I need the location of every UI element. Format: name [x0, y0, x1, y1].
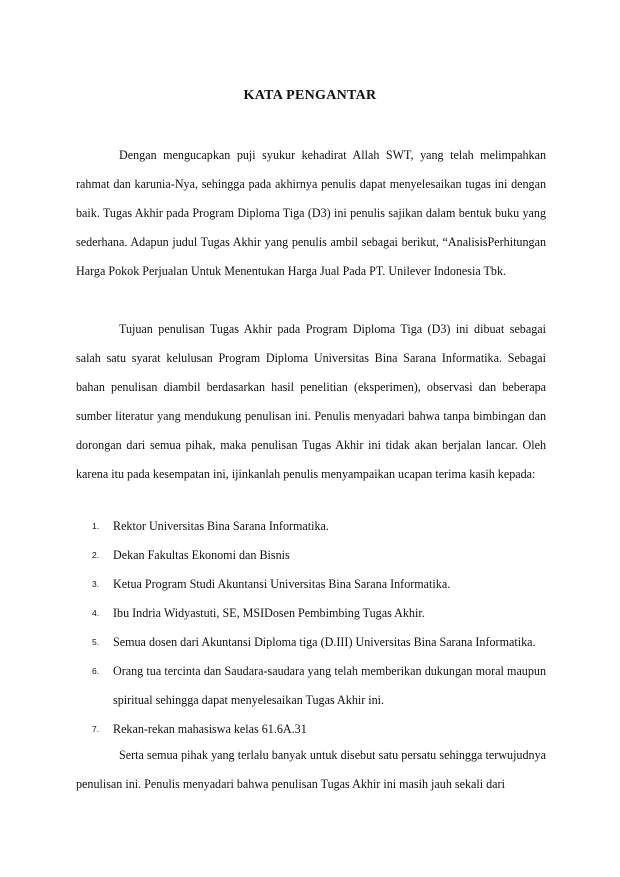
- list-item-text: Rektor Universitas Bina Sarana Informatika.: [113, 519, 329, 533]
- list-item-number: 6.: [92, 666, 100, 676]
- list-item-number: 4.: [92, 608, 100, 618]
- list-item-number: 3.: [92, 579, 100, 589]
- list-item-number: 7.: [92, 724, 100, 734]
- list-item-text: Rekan-rekan mahasiswa kelas 61.6A.31: [113, 722, 307, 736]
- list-item-number: 2.: [92, 550, 100, 560]
- list-item: [76, 657, 546, 715]
- list-item: [76, 599, 546, 628]
- acknowledgement-list: [76, 512, 546, 744]
- list-item: [76, 512, 546, 541]
- paragraph-closing: [76, 741, 546, 799]
- list-item: [76, 570, 546, 599]
- list-item: [76, 541, 546, 570]
- list-item-text: Ibu Indria Widyastuti, SE, MSIDosen Pembimbing Tugas Akhir.: [113, 606, 425, 620]
- list-item-number: 1.: [92, 521, 100, 531]
- list-item-number: 5.: [92, 637, 100, 647]
- paragraph-intro-text: Dengan mengucapkan puji syukur kehadirat Allah SWT, yang telah melimpahkan rahmat dan karunia-Nya, sehingga pada akhirnya penulis dapat menyelesaikan tugas ini dengan baik. Tugas Akhir pada Program Diploma Tiga (D3) ini penulis sajikan dalam bentuk buku yang sederhana. Adapun judul Tugas Akhir yang penulis ambil sebagai berikut, “AnalisisPerhitungan Harga Pokok Perjualan Untuk Menentukan Harga Jual Pada PT. Unilever Indonesia Tbk.: [76, 148, 546, 278]
- paragraph-intro: [76, 141, 546, 286]
- list-item-text: Semua dosen dari Akuntansi Diploma tiga (D.III) Universitas Bina Sarana Informatika.: [113, 635, 536, 649]
- list-item-text: Dekan Fakultas Ekonomi dan Bisnis: [113, 548, 290, 562]
- list-item-text: Ketua Program Studi Akuntansi Universitas Bina Sarana Informatika.: [113, 577, 451, 591]
- page-title: KATA PENGANTAR: [243, 88, 377, 103]
- paragraph-closing-text: Serta semua pihak yang terlalu banyak untuk disebut satu persatu sehingga terwujudnya penulisan ini. Penulis menyadari bahwa penulisan Tugas Akhir ini masih jauh sekali dari: [76, 748, 546, 791]
- list-item: [76, 715, 546, 744]
- paragraph-purpose: [76, 315, 546, 489]
- list-item: [76, 628, 546, 657]
- list-item-text: Orang tua tercinta dan Saudara-saudara yang telah memberikan dukungan moral maupun spiritual sehingga dapat menyelesaikan Tugas Akhir ini.: [113, 664, 546, 707]
- paragraph-purpose-text: Tujuan penulisan Tugas Akhir pada Program Diploma Tiga (D3) ini dibuat sebagai salah satu syarat kelulusan Program Diploma Universitas Bina Sarana Informatika. Sebagai bahan penulisan diambil berdasarkan hasil penelitian (eksperimen), observasi dan beberapa sumber literatur yang mendukung penulisan ini. Penulis menyadari bahwa tanpa bimbingan dan dorongan dari semua pihak, maka penulisan Tugas Akhir ini tidak akan berjalan lancar. Oleh karena itu pada kesempatan ini, ijinkanlah penulis menyampaikan ucapan terima kasih kepada:: [76, 322, 546, 481]
